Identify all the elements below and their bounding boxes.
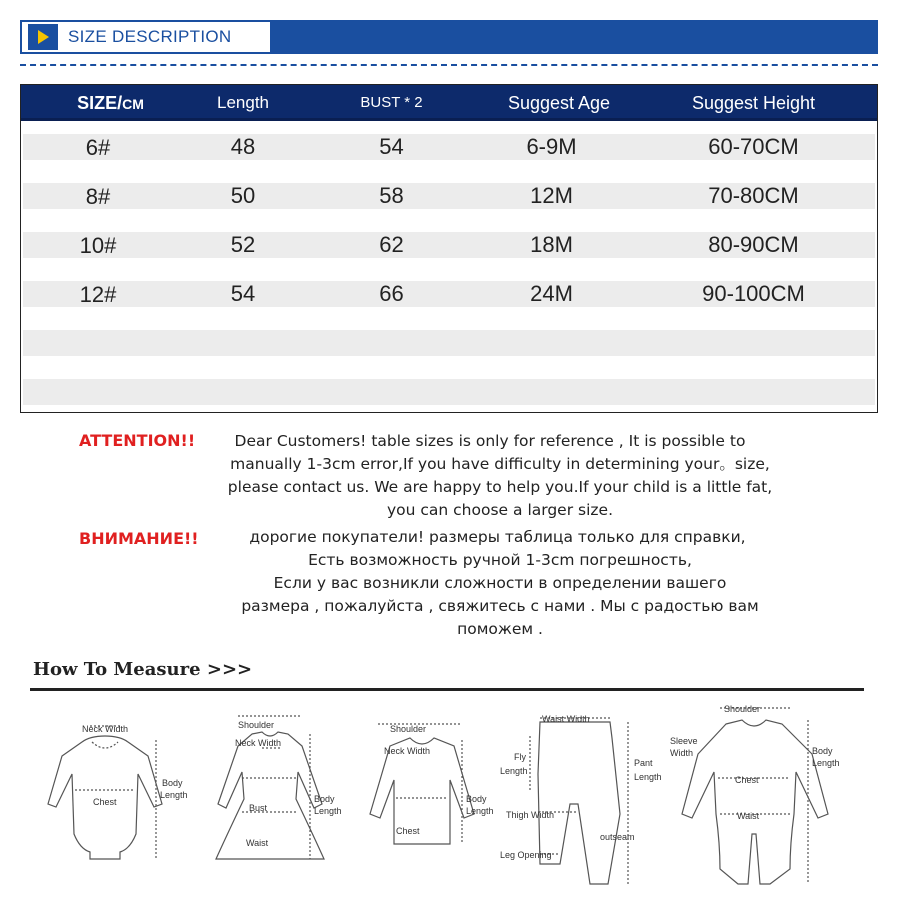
vnimanie-line: Если у вас возникли сложности в определении вашего (273, 574, 727, 592)
label-body: Body (314, 794, 335, 804)
label-shoulder: Shoulder (724, 704, 761, 714)
label-neck-width: Neck Width (235, 738, 282, 748)
column-header-size: SIZE/CM (77, 93, 144, 113)
cell-height: 60-70CM (708, 134, 799, 159)
column-header-bust: BUST * 2 (360, 94, 423, 111)
size-table (20, 84, 878, 413)
label-chest: Chest (396, 826, 420, 836)
how-to-measure-title: How To Measure >>> (33, 659, 253, 680)
cell-length: 48 (230, 134, 256, 159)
banner-title: SIZE DESCRIPTION (68, 27, 232, 46)
label-waist: Waist (246, 838, 269, 848)
label-thigh-width: Thigh Width (506, 810, 555, 820)
label-length: Length (466, 806, 494, 816)
label-bust: Bust (249, 803, 268, 813)
label-shoulder: Shoulder (238, 720, 275, 730)
label-leg-opening: Leg Opening (500, 850, 552, 860)
column-header-height: Suggest Height (691, 93, 816, 113)
cell-size: 6# (85, 135, 111, 160)
column-header-age: Suggest Age (507, 93, 611, 113)
attention-line: manually 1-3cm error,If you have difficulty in determining your。size, (230, 455, 770, 473)
label-sleeve: Sleeve (670, 736, 698, 746)
cell-height: 70-80CM (708, 183, 799, 208)
cell-height: 90-100CM (702, 281, 805, 306)
label-body: Body (466, 794, 487, 804)
vnimanie-label: ВНИМАНИЕ!! (79, 529, 199, 548)
cell-bust: 62 (379, 232, 404, 257)
measure-divider (30, 688, 864, 691)
cell-height: 80-90CM (708, 232, 799, 257)
cell-length: 50 (230, 183, 256, 208)
cell-length: 52 (230, 232, 256, 257)
cell-bust: 58 (379, 183, 404, 208)
label-length: Length (812, 758, 840, 768)
label-length: Length (314, 806, 342, 816)
label-body: Body (162, 778, 183, 788)
attention-line: you can choose a larger size. (386, 501, 613, 519)
label-pant: Pant (634, 758, 653, 768)
dashed-divider (20, 64, 878, 66)
shirt-figure (370, 724, 474, 844)
cell-age: 6-9M (526, 134, 577, 159)
label-chest: Chest (93, 797, 117, 807)
cell-bust: 66 (379, 281, 404, 306)
attention-line: Dear Customers! table sizes is only for reference , It is possible to (234, 432, 746, 450)
label-waist-width: Waist Width (542, 714, 590, 724)
table-stripe (23, 330, 875, 356)
vnimanie-line: поможем . (457, 620, 543, 638)
cell-age: 24M (530, 281, 573, 306)
attention-label: ATTENTION!! (79, 431, 196, 450)
label-width: Width (670, 748, 694, 758)
attention-line: please contact us. We are happy to help you.If your child is a little fat, (227, 478, 773, 496)
play-arrow-icon (28, 24, 58, 50)
cell-age: 18M (530, 232, 573, 257)
banner-label-box (22, 22, 270, 52)
size-description-banner (20, 20, 878, 54)
label-neck-width: Neck Width (384, 746, 431, 756)
table-stripe (23, 379, 875, 405)
cell-size: 12# (79, 282, 117, 307)
cell-length: 54 (230, 281, 256, 306)
label-fly-length: Length (500, 766, 528, 776)
label-body: Body (812, 746, 833, 756)
vnimanie-line: дорогие покупатели! размеры таблица только для справки, (249, 528, 746, 546)
label-waist: Waist (737, 811, 760, 821)
vnimanie-line: размера , пожалуйста , свяжитесь с нами . Мы с радостью вам (241, 597, 759, 615)
romper-figure (682, 708, 828, 884)
cell-size: 10# (79, 233, 117, 258)
table-header (21, 85, 877, 121)
vnimanie-line: Есть возможность ручной 1-3cm погрешность, (308, 551, 692, 569)
label-outseam: outseam (600, 832, 635, 842)
column-header-length: Length (217, 93, 269, 112)
bodysuit-figure (48, 726, 162, 859)
cell-age: 12M (530, 183, 573, 208)
label-chest: Chest (735, 775, 759, 785)
label-shoulder: Shoulder (390, 724, 427, 734)
label-neck-width: Neck Width (82, 724, 129, 734)
cell-size: 8# (85, 184, 111, 209)
cell-bust: 54 (379, 134, 404, 159)
label-fly: Fly (514, 752, 526, 762)
label-pant-length: Length (634, 772, 662, 782)
label-length: Length (160, 790, 188, 800)
measurement-diagrams (30, 694, 870, 899)
